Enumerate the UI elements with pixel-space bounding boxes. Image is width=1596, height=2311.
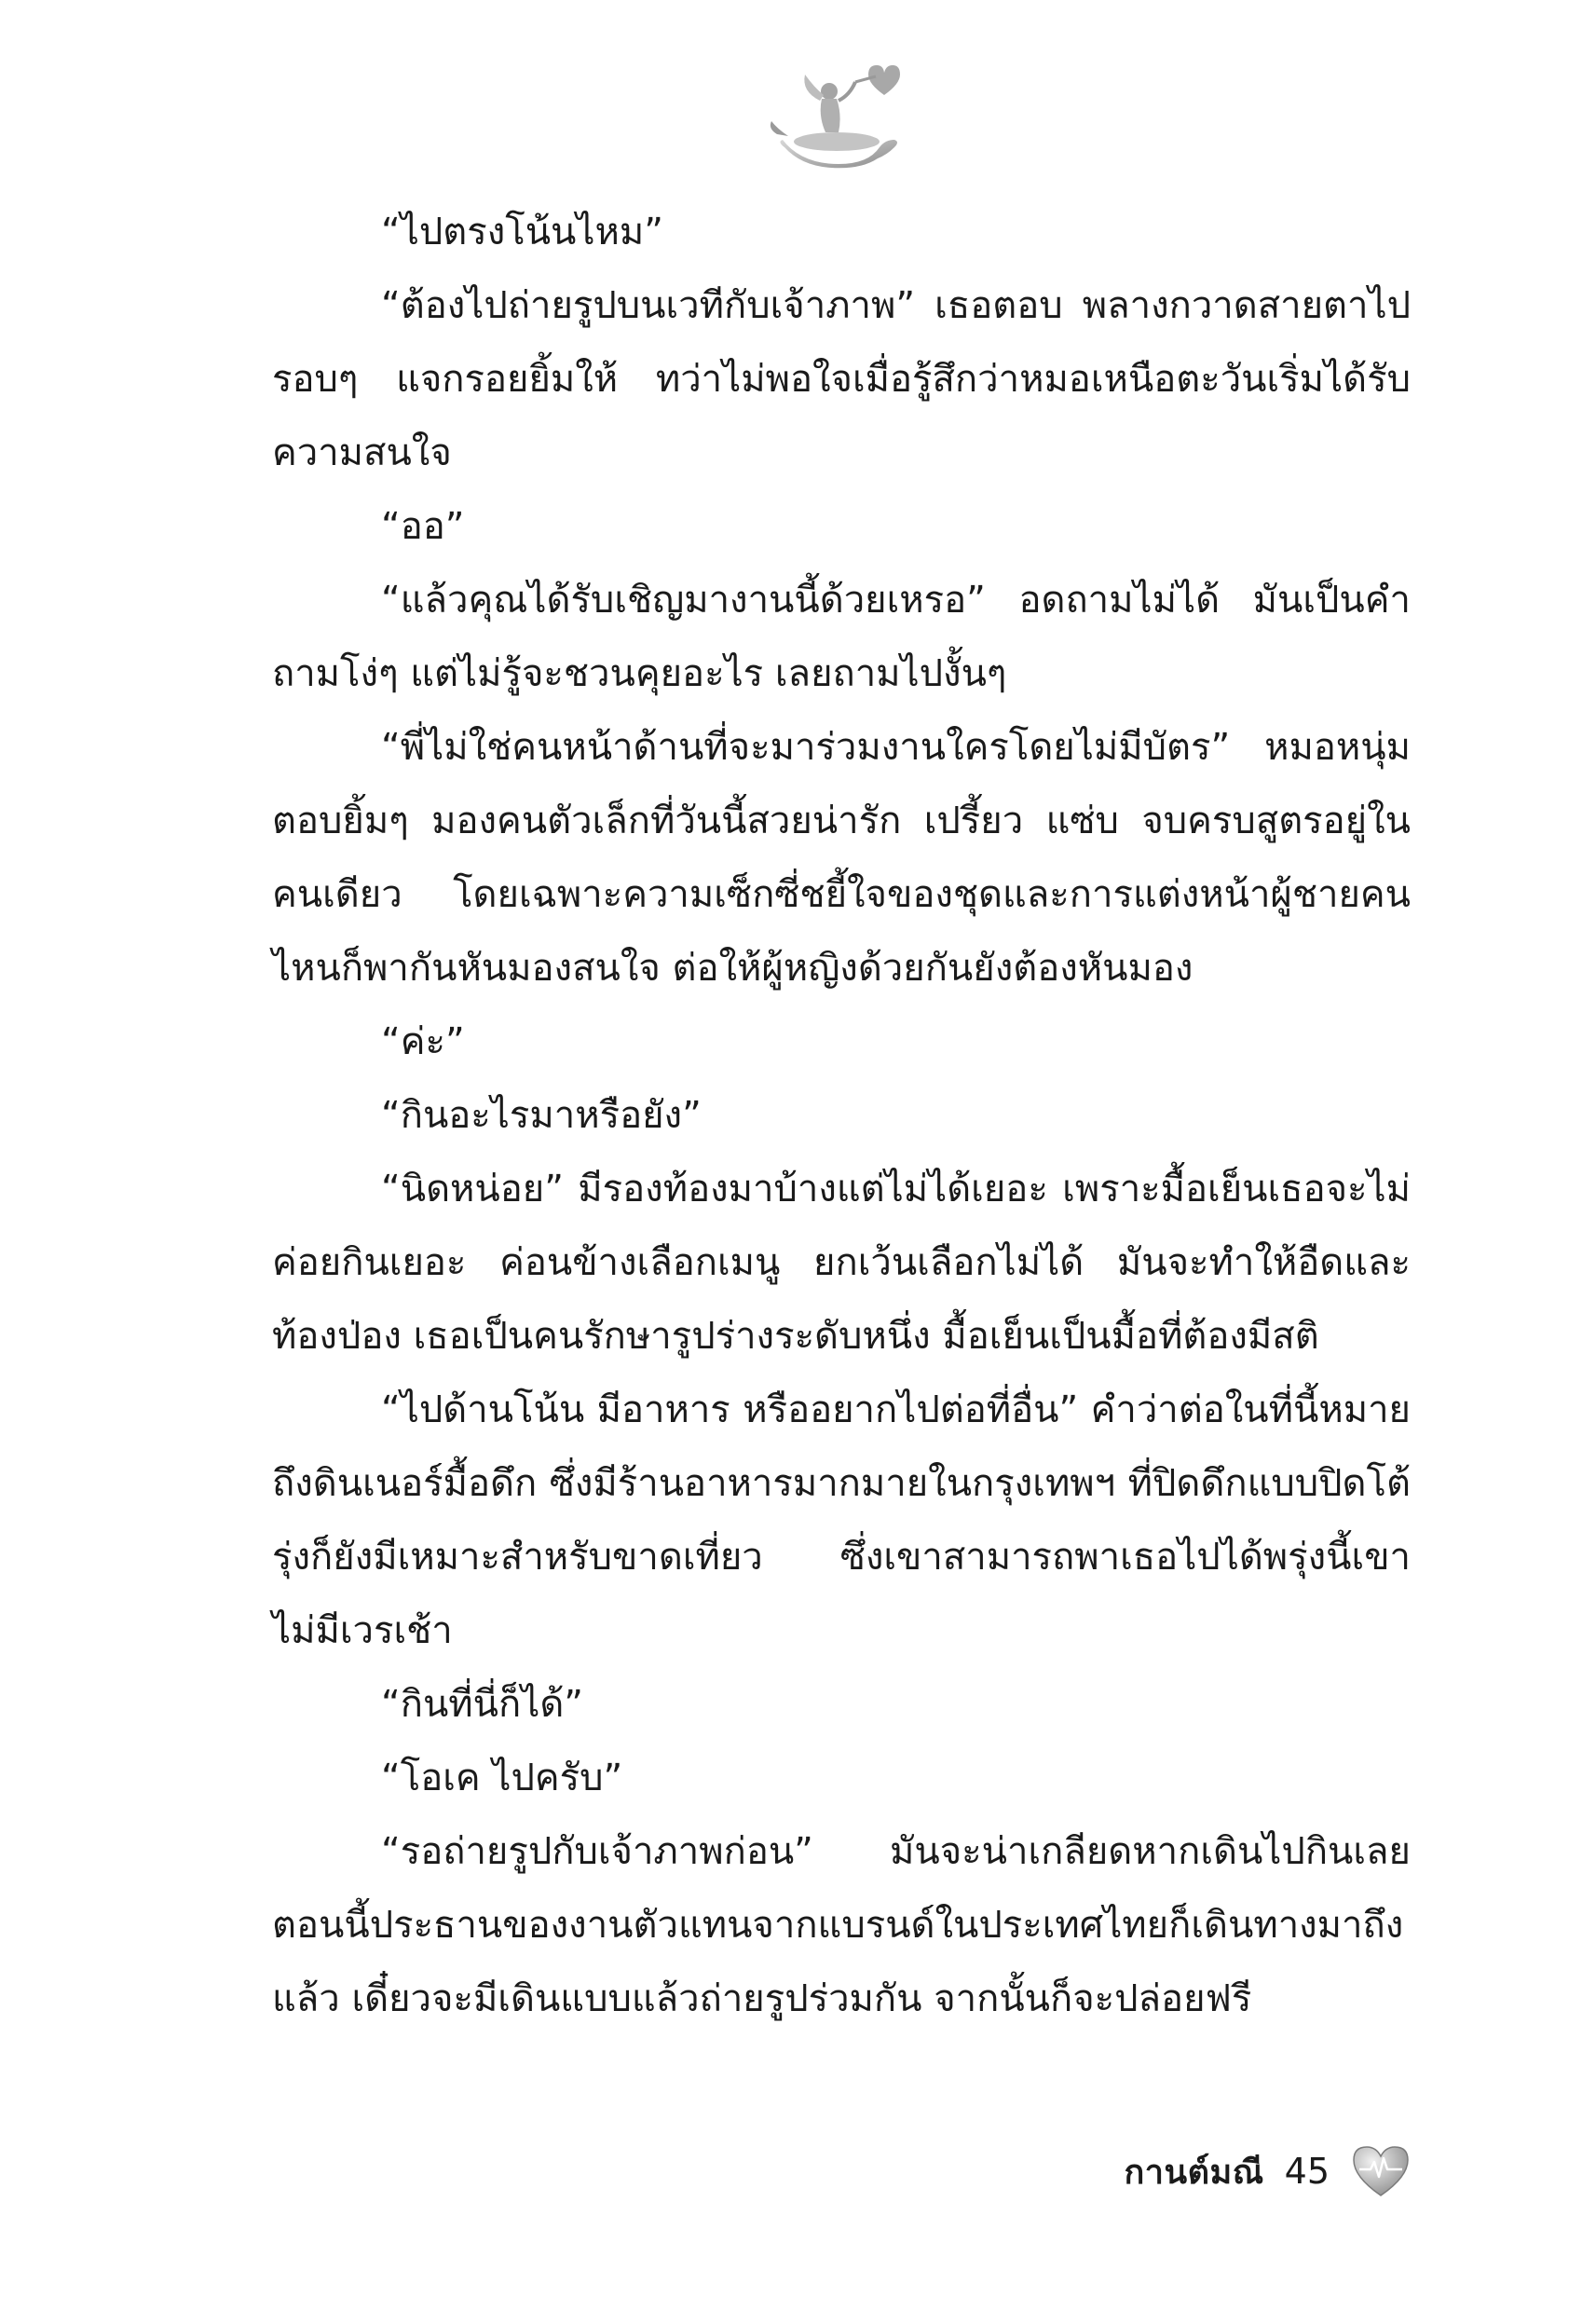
heart-heartbeat-icon [1350,2143,1412,2199]
paragraph: “ออ” [381,505,465,548]
paragraph: “กินอะไรมาหรือยัง” [381,1094,702,1137]
page-footer [1125,2139,1412,2204]
paragraph: “ไปด้านโน้น มีอาหาร หรืออยากไปต่อที่อื่น” คำว่าต่อในที่นี้หมายถึงดินเนอร์มื้อดึก ซึ่งมีร้านอาหารมากมายในกรุงเทพฯ ที่ปิดดึกแบบปิดโต้รุ่งก็ยังมีเหมาะสำหรับขาดเที่ยว ซึ่งเขาสามารถพาเธอไปได้พรุ่งนี้เขาไม่มีเวรเช้า [272,1388,1411,1652]
paragraph: “โอเค ไปครับ” [381,1757,623,1799]
paragraph: “แล้วคุณได้รับเชิญมางานนี้ด้วยเหรอ” อดถามไม่ได้ มันเป็นคำถามโง่ๆ แต่ไม่รู้จะชวนคุยอะไร เลยถามไปงั้นๆ [272,579,1411,695]
paragraph: “ไปตรงโน้นไหม” [381,211,663,253]
page-number: 45 [1284,2151,1330,2192]
paragraph: “ต้องไปถ่ายรูปบนเวทีกับเจ้าภาพ” เธอตอบ พลางกวาดสายตาไปรอบๆ แจกรอยยิ้มให้ ทว่าไม่พอใจเมื่อรู้สึกว่าหมอเหนือตะวันเริ่มได้รับความสนใจ [272,284,1411,474]
paragraph: “กินที่นี่ก็ได้” [381,1683,584,1726]
paragraph: “พี่ไม่ใช่คนหน้าด้านที่จะมาร่วมงานใครโดยไม่มีบัตร” หมอหนุ่มตอบยิ้มๆ มองคนตัวเล็กที่วันนี้สวยน่ารัก เปรี้ยว แซ่บ จบครบสูตรอยู่ในคนเดียว โดยเฉพาะความเซ็กซี่ชยี้ใจของชุดและการแต่งหน้าผู้ชายคนไหนก็พากันหันมองสนใจ ต่อให้ผู้หญิงด้วยกันยังต้องหันมอง [272,726,1411,990]
body-text [272,196,1411,2036]
paragraph: “ค่ะ” [381,1020,465,1063]
paragraph: “รอถ่ายรูปกับเจ้าภาพก่อน” มันจะน่าเกลียดหากเดินไปกินเลยตอนนี้ประธานของงานตัวแทนจากแบรนด์ในประเทศไทยก็เดินทางมาถึงแล้ว เดี๋ยวจะมีเดินแบบแล้วถ่ายรูปร่วมกัน จากนั้นก็จะปล่อยฟรี [272,1830,1411,2020]
paragraph: “นิดหน่อย” มีรองท้องมาบ้างแต่ไม่ได้เยอะ เพราะมื้อเย็นเธอจะไม่ค่อยกินเยอะ ค่อนข้างเลือกเมนู ยกเว้นเลือกไม่ได้ มันจะทำให้อืดและท้องป่อง เธอเป็นคนรักษารูปร่างระดับหนึ่ง มื้อเย็นเป็นมื้อที่ต้องมีสติ [272,1168,1411,1358]
cupid-teapot-ornament-icon [764,54,904,175]
book-title: กานต์มณี [1124,2153,1264,2192]
